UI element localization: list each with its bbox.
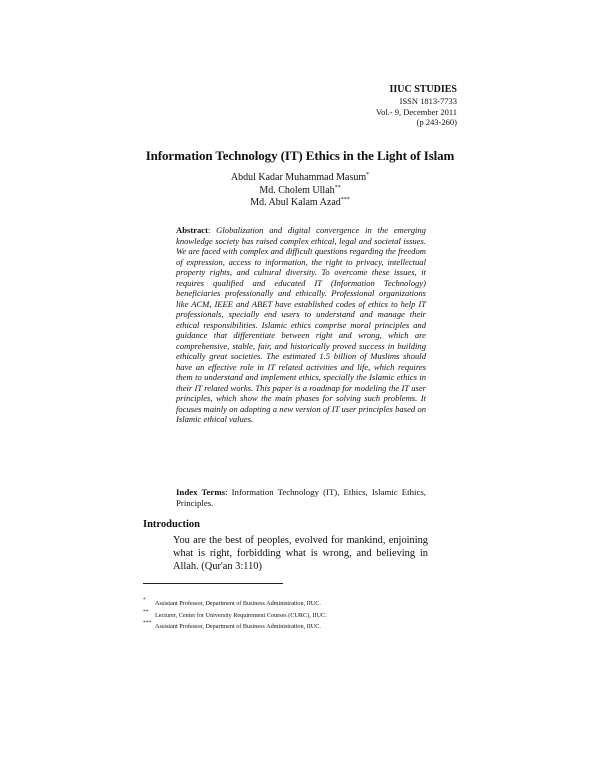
index-terms-label: Index Terms: [176, 487, 226, 497]
abstract-text: Globalization and digital convergence in the emerging knowledge society has raised complex ethical, legal and societal issues. We are faced with complex and difficult questions regarding the freedom of expression, access to information, the right to privacy, intellectual property rights, and cultural diversity. To overcome these issues, it requires qualified and educated IT (Information Technology) beneficiaries professionally and ethically. Professional organizations like ACM, IEEE and ABET have established codes of ethics to help IT professionals, specially end users to understand and manage their ethical responsibilities. Islamic ethics comprise moral principles and guidance that differentiate between right and wrong, which are comprehensive, stable, fair, and historically proved success in building ethically great societies. The estimated 1.5 billion of Muslims should have an effective role in IT related activities and life, which requires them to understand and implement ethics, specially the Islamic ethics in their IT related works. This paper is a roadmap for modeling the IT user principles, which show the main phases for solving such problems. It focuses mainly on adopting a new version of IT user principles based on Islamic ethical values.: [176, 225, 426, 424]
footnote-divider: [143, 583, 283, 584]
footnote-text: Assistant Professor, Department of Business Administration, IIUC.: [155, 623, 321, 630]
author-name: Abdul Kadar Muhammad Masum: [230, 172, 367, 183]
author: [0, 185, 600, 198]
author-mark: ***: [340, 197, 350, 203]
index-terms: [176, 487, 426, 509]
author-mark: **: [334, 184, 341, 191]
journal-volume: Vol.- 9, December 2011: [376, 106, 457, 117]
introduction-quote: You are the best of peoples, evolved for mankind, enjoining what is right, forbidding what is wrong, and believing in Allah. (Qur'an 3:110): [173, 535, 428, 573]
journal-name: IIUC STUDIES: [389, 84, 457, 95]
footnote: [143, 621, 443, 633]
section-heading-introduction: Introduction: [143, 519, 200, 530]
abstract-label: Abstract: [176, 225, 208, 235]
author: [0, 172, 600, 185]
journal-pages: (p 243-260): [416, 117, 457, 127]
author-name: Md. Cholem Ullah: [259, 184, 335, 196]
footnote: [143, 610, 443, 622]
footnote-text: Assistant Professor, Department of Business Administration, IIUC.: [155, 600, 321, 607]
footnote-mark: **: [143, 608, 149, 615]
author-list: [0, 172, 600, 210]
abstract-sep: :: [207, 225, 217, 235]
journal-header: [376, 84, 457, 128]
paper-title: Information Technology (IT) Ethics in the Light of Islam: [145, 148, 455, 163]
footnote-text: Lecturer, Center for University Requirement Courses (CURC), IIUC.: [155, 611, 327, 619]
footnote-mark: ***: [143, 620, 152, 626]
author-mark: *: [366, 172, 370, 178]
footnote: [143, 598, 443, 610]
footnote-mark: *: [143, 597, 146, 603]
author: [0, 197, 600, 210]
index-terms-text: Information Technology (IT), Ethics, Islamic Ethics, Principles.: [176, 487, 426, 508]
abstract: [176, 225, 426, 425]
footnotes: [143, 598, 443, 633]
index-terms-sep: :: [225, 487, 232, 497]
author-name: Md. Abul Kalam Azad: [250, 197, 341, 208]
journal-issn: ISSN 1813-7733: [399, 96, 457, 106]
